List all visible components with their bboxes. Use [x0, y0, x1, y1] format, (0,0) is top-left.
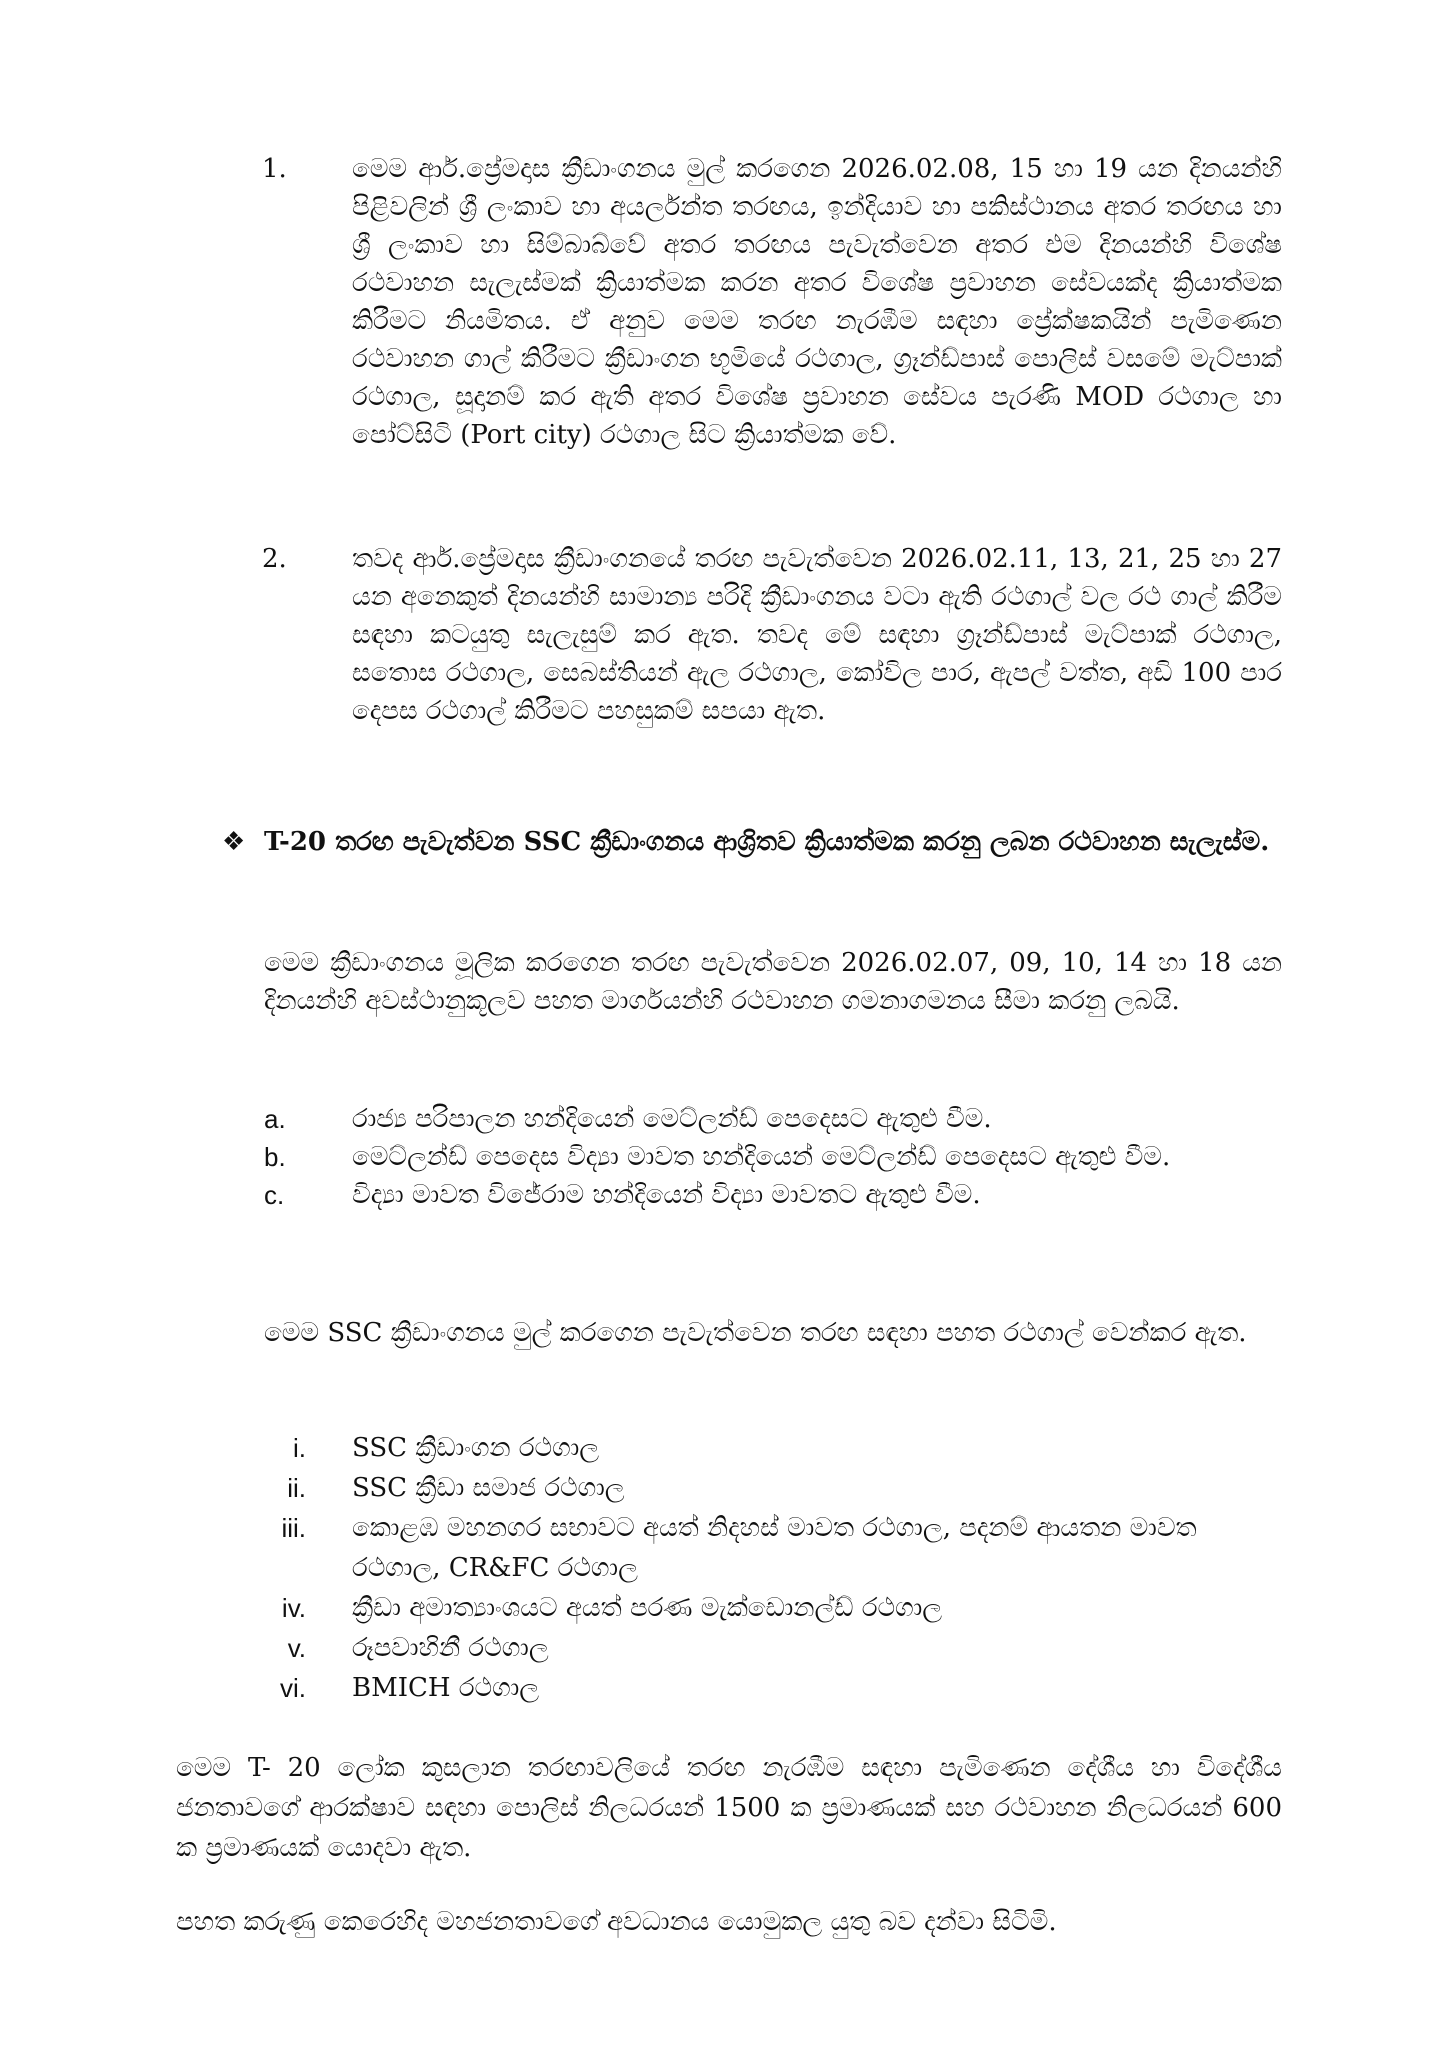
diamond-bullet-icon: ❖	[222, 827, 246, 857]
item-text: මෙම ආර්.ප්‍රේමදාස ක්‍රීඩාංගනය මුල් කරගෙන 2026.02.08, 15 හා 19 යන දිනයන්හි පිළිවලින් ශ්‍රී ලංකාව හා අයර්ලන්ත තරඟය, ඉන්දියාව හා පකිස්ථානය අතර තරඟය හා ශ්‍රී ලංකාව හා සිම්බාබ්වේ අතර තරඟය පැවැත්වෙන අතර එම දිනයන්හි විශේෂ රථවාහන සැලැස්මක් ක්‍රියාත්මක කරන අතර විශේෂ ප්‍රවාහන සේවයක්ද ක්‍රියාත්මක කිරීමට නියමිතය. ඒ අනුව මෙම තරඟ නැරඹීම සඳහා ප්‍රේක්ෂකයින් පැමිණෙන රථවාහන ගාල් කිරීමට ක්‍රීඩාංගන භූමියේ රථගාල, ග්‍රෑන්ඩ්පාස් පොලිස් වසමේ මැට්පාක් රථගාල, සූදානම් කර ඇති අතර විශේෂ ප්‍රවාහන සේවය පැරණි MOD රථගාල හා පෝට්සිටි (Port city) රථගාල සිට ක්‍රියාත්මක වේ.	[352, 154, 1282, 450]
numbered-item-2	[262, 540, 1282, 730]
list-item	[264, 1468, 1282, 1508]
closing-paragraph-officers: මෙම T- 20 ලෝක කුසලාන තරඟාවලියේ තරඟ නැරඹීම සඳහා පැමිණෙන දේශීය හා විදේශීය ජනතාවගේ ආරක්ෂාව සඳහා පොලිස් නිලධරයන් 1500 ක ප්‍රමාණයක් සහ රථවාහන නිලධරයන් 600 ක ප්‍රමාණයක් යොදවා ඇත.	[176, 1753, 1282, 1863]
section-heading-text: T-20 තරඟ පැවැත්වන SSC ක්‍රීඩාංගනය ආශ්‍රිතව ක්‍රියාත්මක කරනු ලබන රථවාහන සැලැස්ම.	[264, 827, 1270, 857]
list-item-label: iii.	[281, 1513, 306, 1543]
list-item-label: v.	[287, 1633, 306, 1663]
list-item	[264, 1100, 1282, 1138]
paragraph-restrictions: මෙම ක්‍රීඩාංගනය මූලික කරගෙන තරඟ පැවැත්වෙන 2026.02.07, 09, 10, 14 හා 18 යන දිනයන්හි අවස්ථානුකූලව පහත මාර්ගයන්හි රථවාහන ගමනාගමනය සීමා කරනු ලබයි.	[264, 948, 1282, 1016]
item-number: 2.	[262, 544, 287, 574]
numbered-item-1	[262, 150, 1282, 454]
list-item-text: BMICH රථගාල	[352, 1673, 540, 1703]
closing-paragraph-notice: පහත කරුණු කෙරෙහිද මහජනතාවගේ අවධානය යොමුකල යුතු බව දන්වා සිටිමි.	[176, 1907, 1057, 1937]
list-item-text: කොළඹ මහනගර සභාවට අයත් නිදහස් මාවත රථගාල, පදනම් ආයතන මාවත රථගාල, CR&FC රථගාල	[352, 1513, 1197, 1583]
list-item-text: ක්‍රීඩා අමාත්‍යාංශයට අයත් පරණ මැක්ඩොනල්ඩ් රථගාල	[352, 1593, 943, 1623]
list-item-text: රාජ්‍ය පරිපාලන හන්දියෙන් මෙට්ලන්ඩ් පෙදෙසට ඇතුළු වීම.	[352, 1104, 992, 1134]
list-item	[264, 1508, 1282, 1588]
list-item-label: vi.	[280, 1673, 306, 1703]
roman-list	[264, 1428, 1282, 1708]
list-item-text: SSC ක්‍රීඩා සමාජ රථගාල	[352, 1473, 625, 1503]
list-item-label: c.	[264, 1180, 285, 1210]
list-item-label: iv.	[281, 1593, 306, 1623]
list-item-text: SSC ක්‍රීඩාංගන රථගාල	[352, 1433, 600, 1463]
section-heading	[222, 822, 1282, 862]
list-item-label: ii.	[287, 1473, 306, 1503]
list-item	[264, 1428, 1282, 1468]
list-item-text: රූපවාහිනී රථගාල	[352, 1633, 549, 1663]
paragraph-parking: මෙම SSC ක්‍රීඩාංගනය මුල් කරගෙන පැවැත්වෙන තරඟ සඳහා පහත රථගාල් වෙන්කර ඇත.	[264, 1318, 1247, 1348]
list-item-label: a.	[264, 1104, 286, 1134]
list-item	[264, 1588, 1282, 1628]
item-number: 1.	[262, 154, 287, 184]
list-item	[264, 1668, 1282, 1708]
list-item	[264, 1176, 1282, 1214]
list-item-label: b.	[264, 1142, 286, 1172]
list-item-label: i.	[293, 1433, 306, 1463]
list-item	[264, 1628, 1282, 1668]
list-item-text: මෙට්ලන්ඩ් පෙදෙස විද්‍යා මාවත හන්දියෙන් මෙට්ලන්ඩ් පෙදෙසට ඇතුළු වීම.	[352, 1142, 1171, 1172]
list-item	[264, 1138, 1282, 1176]
alpha-list	[264, 1100, 1282, 1214]
list-item-text: විද්‍යා මාවත විජේරාම හන්දියෙන් විද්‍යා මාවතට ඇතුළු වීම.	[352, 1180, 981, 1210]
item-text: තවද ආර්.ප්‍රේමදාස ක්‍රීඩාංගනයේ තරඟ පැවැත්වෙන 2026.02.11, 13, 21, 25 හා 27 යන අනෙකුත් දිනයන්හි සාමාන්‍ය පරිදි ක්‍රීඩාංගනය වටා ඇති රථගාල් වල රථ ගාල් කිරීම සඳහා කටයුතු සැලැසුම් කර ඇත. තවද මේ සඳහා ග්‍රෑන්ඩ්පාස් මැට්පාක් රථගාල, සතොස රථගාල, සෙබස්තියන් ඇල රථගාල, කෝවිල පාර, ඇපල් වත්ත, අඩි 100 පාර දෙපස රථගාල් කිරීමට පහසුකම් සපයා ඇත.	[352, 544, 1282, 726]
